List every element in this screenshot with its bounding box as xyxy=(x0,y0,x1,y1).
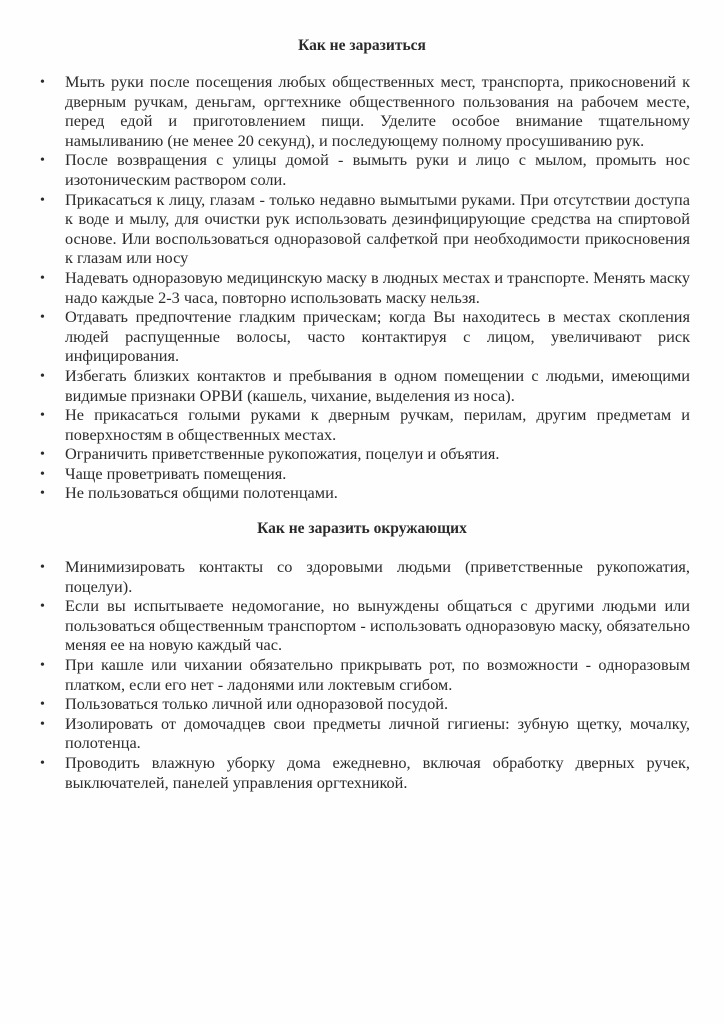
bullet-icon: • xyxy=(40,447,45,463)
list-item-text: Изолировать от домочадцев свои предметы личной гигиены: зубную щетку, мочалку, полотенца. xyxy=(65,713,690,753)
list-item-text: Надевать одноразовую медицинскую маску в людных местах и транспорте. Менять маску надо каждые 2-3 часа, повторно использовать маску нельзя. xyxy=(65,267,690,307)
prevention-list xyxy=(0,72,724,503)
list-item-text: Мыть руки после посещения любых общественных мест, транспорта, прикосновений к дверным ручкам, деньгам, оргтехнике общественного пользования на рабочем месте, перед едой и приготовлением пищи. Уделите особое внимание тщательному намыливанию (не менее 20 секунд), и последующему полному просушиванию рук. xyxy=(65,72,690,150)
protect-others-list xyxy=(0,557,724,792)
bullet-icon: • xyxy=(40,270,45,286)
list-item xyxy=(0,694,724,714)
list-item xyxy=(0,444,724,464)
list-item-text: Пользоваться только личной или одноразовой посудой. xyxy=(65,694,449,714)
section-title-how-not-to-infect-others: Как не заразить окружающих xyxy=(257,520,467,537)
list-item-text: Если вы испытываете недомогание, но вынуждены общаться с другими людьми или пользоваться общественным транспортом - использовать одноразовую маску, обязательно меняя ее на новую каждый час. xyxy=(65,596,690,655)
list-item-text: Прикасаться к лицу, глазам - только недавно вымытыми руками. При отсутствии доступа к воде и мылу, для очистки рук использовать дезинфицирующие средства на спиртовой основе. Или воспользоваться одноразовой салфеткой при необходимости прикосновения к глазам или носу xyxy=(65,189,690,268)
bullet-icon: • xyxy=(40,599,45,615)
list-item-text: Отдавать предпочтение гладким прическам; когда Вы находитесь в местах скопления людей распущенные волосы, часто контактируя с лицом, увеличивают риск инфицирования. xyxy=(65,307,690,366)
list-item xyxy=(0,655,724,694)
bullet-icon: • xyxy=(40,560,45,575)
bullet-icon: • xyxy=(40,408,45,424)
list-item xyxy=(0,753,724,792)
list-item xyxy=(0,307,724,366)
list-item-text: При кашле или чихании обязательно прикрывать рот, по возможности - одноразовым платком, если его нет - ладонями или локтевым сгибом. xyxy=(65,654,690,694)
list-item xyxy=(0,190,724,268)
bullet-icon: • xyxy=(40,755,45,771)
bullet-icon: • xyxy=(40,716,45,732)
list-item-text: Минимизировать контакты со здоровыми людьми (приветственные рукопожатия, поцелуи). xyxy=(65,557,690,596)
list-item xyxy=(0,714,724,753)
bullet-icon: • xyxy=(40,466,45,482)
list-item xyxy=(0,464,724,484)
list-item-text: Ограничить приветственные рукопожатия, поцелуи и объятия. xyxy=(65,444,500,464)
list-item xyxy=(0,268,724,307)
list-item xyxy=(0,72,724,150)
list-item-text: После возвращения с улицы домой - вымыть руки и лицо с мылом, промыть нос изотоническим раствором соли. xyxy=(65,150,690,189)
bullet-icon: • xyxy=(40,486,45,502)
list-item-text: Не пользоваться общими полотенцами. xyxy=(65,483,338,503)
section-title-how-not-to-get-infected: Как не заразиться xyxy=(298,37,426,54)
list-item-text: Избегать близких контактов и пребывания в одном помещении с людьми, имеющими видимые признаки ОРВИ (кашель, чихание, выделения из носа). xyxy=(65,365,690,405)
list-item xyxy=(0,483,724,503)
bullet-icon: • xyxy=(40,310,45,326)
list-item-text: Не прикасаться голыми руками к дверным ручкам, перилам, другим предметам и поверхностям в общественных местах. xyxy=(65,405,690,444)
list-item xyxy=(0,150,724,189)
bullet-icon: • xyxy=(40,75,45,90)
list-item xyxy=(0,366,724,405)
list-item xyxy=(0,405,724,444)
list-item-text: Проводить влажную уборку дома ежедневно, включая обработку дверных ручек, выключателей, панелей управления оргтехникой. xyxy=(65,752,690,792)
bullet-icon: • xyxy=(40,153,45,169)
bullet-icon: • xyxy=(40,657,45,673)
list-item xyxy=(0,557,724,596)
bullet-icon: • xyxy=(40,192,45,208)
bullet-icon: • xyxy=(40,368,45,384)
list-item-text: Чаще проветривать помещения. xyxy=(65,463,287,483)
bullet-icon: • xyxy=(40,697,45,713)
list-item xyxy=(0,596,724,655)
